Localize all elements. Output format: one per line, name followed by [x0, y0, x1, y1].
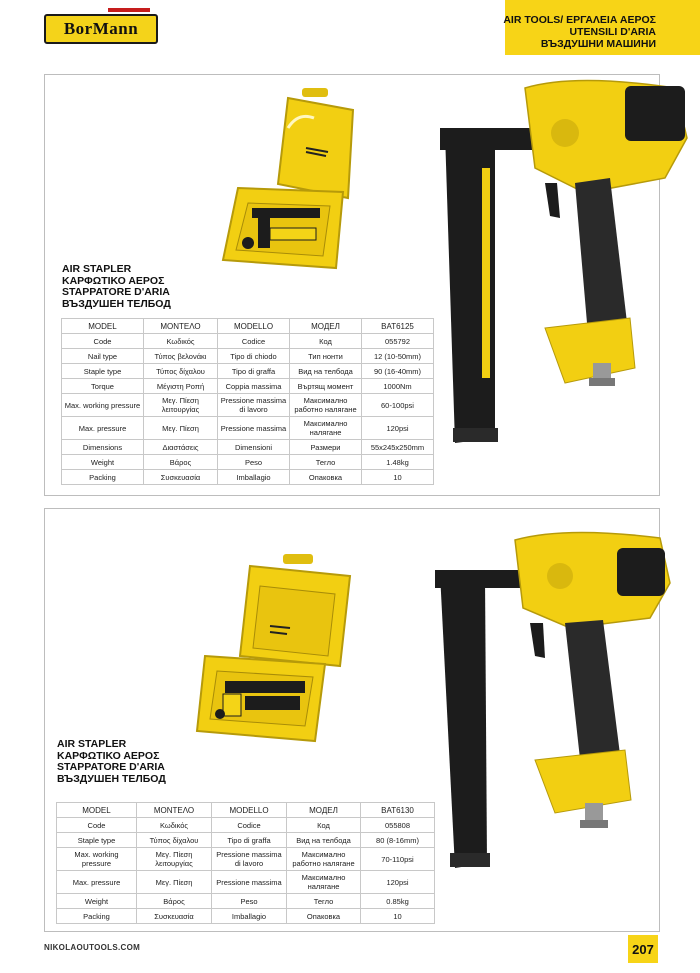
table-cell: Размери — [290, 440, 362, 455]
table-row — [62, 349, 434, 364]
table-cell: 80 (8-16mm) — [361, 833, 435, 848]
table-cell: Tipo di chiodo — [218, 349, 290, 364]
table-cell: Imballagio — [212, 909, 287, 924]
table-cell: Imballagio — [218, 470, 290, 485]
table-cell: Max. working pressure — [57, 848, 137, 871]
carry-case-image — [218, 88, 368, 276]
table-row — [62, 379, 434, 394]
header-cell: BAT6125 — [362, 319, 434, 334]
table-cell: Tipo di graffa — [212, 833, 287, 848]
table-cell: Код — [290, 334, 362, 349]
table-cell: Codice — [212, 818, 287, 833]
table-cell: Μεγ. Πίεση λειτουργίας — [144, 394, 218, 417]
spec-table-bat6130 — [56, 802, 435, 924]
table-row — [62, 334, 434, 349]
table-row — [62, 417, 434, 440]
table-cell: 10 — [362, 470, 434, 485]
bormann-logo — [44, 14, 158, 44]
page-number-text: 207 — [632, 941, 654, 957]
title-en: AIR STAPLER — [57, 738, 127, 750]
category-line-3: ВЪЗДУШНИ МАШИНИ — [540, 38, 656, 50]
title-en: AIR STAPLER — [62, 263, 132, 275]
table-cell: Max. working pressure — [62, 394, 144, 417]
table-cell: Τύπος δίχαλου — [144, 364, 218, 379]
table-cell: Тип нонти — [290, 349, 362, 364]
product-title-1 — [62, 264, 171, 310]
page-number — [628, 935, 658, 963]
table-cell: Code — [62, 334, 144, 349]
table-cell: Διαστάσεις — [144, 440, 218, 455]
table-cell: 055808 — [361, 818, 435, 833]
table-cell: 90 (16-40mm) — [362, 364, 434, 379]
table-cell: Dimensioni — [218, 440, 290, 455]
header-cell: ΜΟΝΤΕΛΟ — [144, 319, 218, 334]
table-cell: Βάρος — [137, 894, 212, 909]
table-cell: 0.85kg — [361, 894, 435, 909]
title-bg: ВЪЗДУШЕН ТЕЛБОД — [57, 772, 166, 785]
table-cell: 10 — [361, 909, 435, 924]
table-cell: Μεγ. Πίεση — [137, 871, 212, 894]
table-cell: Код — [287, 818, 361, 833]
spec-table-bat6125 — [61, 318, 434, 485]
table-cell: 120psi — [362, 417, 434, 440]
table-cell: Тегло — [287, 894, 361, 909]
footer-url: NIKOLAOUTOOLS.COM — [44, 943, 141, 952]
table-cell: Вид на телбода — [287, 833, 361, 848]
table-cell: 55x245x250mm — [362, 440, 434, 455]
table-cell: Max. pressure — [62, 417, 144, 440]
table-cell: Peso — [212, 894, 287, 909]
table-cell: Pressione massima di lavoro — [218, 394, 290, 417]
table-row — [57, 894, 435, 909]
header-cell: MODELLO — [218, 319, 290, 334]
table-cell: Coppia massima — [218, 379, 290, 394]
table-cell: 60-100psi — [362, 394, 434, 417]
table-cell: Nail type — [62, 349, 144, 364]
table-cell: Packing — [57, 909, 137, 924]
table-cell: Tipo di graffa — [218, 364, 290, 379]
header-cell: MODEL — [62, 319, 144, 334]
table-cell: Pressione massima di lavoro — [212, 848, 287, 871]
title-gr: ΚΑΡΦΩΤΙΚΟ ΑΕΡΟΣ — [62, 274, 165, 287]
air-stapler-bat6130-image — [425, 528, 685, 878]
table-row — [62, 364, 434, 379]
table-cell: Максимално работно налягане — [290, 394, 362, 417]
table-cell: Опаковка — [287, 909, 361, 924]
header-cell: MODELLO — [212, 803, 287, 818]
title-it: STAPPATORE D'ARIA — [62, 286, 170, 298]
table-cell: Pressione massima — [212, 871, 287, 894]
title-it: STAPPATORE D'ARIA — [57, 761, 165, 773]
table-cell: Torque — [62, 379, 144, 394]
table-cell: Συσκευασία — [144, 470, 218, 485]
table-cell: Максимално работно налягане — [287, 848, 361, 871]
table-cell: Staple type — [62, 364, 144, 379]
table-cell: Μεγ. Πίεση λειτουργίας — [137, 848, 212, 871]
category-line-2: UTENSILI D'ARIA — [569, 26, 656, 38]
table-cell: Συσκευασία — [137, 909, 212, 924]
table-cell: 055792 — [362, 334, 434, 349]
header-cell: МОДЕЛ — [287, 803, 361, 818]
table-cell: Weight — [57, 894, 137, 909]
table-cell: Τύπος δίχαλου — [137, 833, 212, 848]
table-cell: Κωδικός — [137, 818, 212, 833]
table-cell: 120psi — [361, 871, 435, 894]
table-row — [57, 833, 435, 848]
table-row — [62, 440, 434, 455]
table-cell: 1000Nm — [362, 379, 434, 394]
table-cell: Max. pressure — [57, 871, 137, 894]
table-cell: Staple type — [57, 833, 137, 848]
air-stapler-bat6125-image — [425, 78, 695, 450]
title-bg: ВЪЗДУШЕН ТЕЛБОД — [62, 297, 171, 310]
table-row — [57, 909, 435, 924]
table-cell: Βάρος — [144, 455, 218, 470]
logo-red-stripe — [108, 8, 150, 12]
table-cell: Тегло — [290, 455, 362, 470]
table-cell: 70-110psi — [361, 848, 435, 871]
table-cell: Packing — [62, 470, 144, 485]
table-header-row — [62, 319, 434, 334]
carry-case-image — [195, 546, 365, 746]
logo-text: BorMann — [63, 19, 139, 38]
table-cell: Въртящ момент — [290, 379, 362, 394]
table-cell: Κωδικός — [144, 334, 218, 349]
table-row — [57, 848, 435, 871]
table-row — [57, 871, 435, 894]
product-title-2 — [57, 739, 166, 785]
table-cell: 1.48kg — [362, 455, 434, 470]
header-cell: МОДЕЛ — [290, 319, 362, 334]
table-cell: Опаковка — [290, 470, 362, 485]
table-row — [62, 455, 434, 470]
header-cell: MODEL — [57, 803, 137, 818]
table-cell: Μεγ. Πίεση — [144, 417, 218, 440]
table-cell: Τύπος βελονάκι — [144, 349, 218, 364]
table-cell: Вид на телбода — [290, 364, 362, 379]
table-row — [62, 394, 434, 417]
category-heading — [503, 14, 656, 50]
table-cell: Code — [57, 818, 137, 833]
table-cell: Codice — [218, 334, 290, 349]
table-header-row — [57, 803, 435, 818]
category-line-1: AIR TOOLS/ ΕΡΓΑΛΕΙΑ ΑΕΡΟΣ — [503, 14, 656, 26]
table-cell: Pressione massima — [218, 417, 290, 440]
table-row — [62, 470, 434, 485]
header-cell: ΜΟΝΤΕΛΟ — [137, 803, 212, 818]
table-cell: Dimensions — [62, 440, 144, 455]
table-cell: Peso — [218, 455, 290, 470]
table-cell: 12 (10-50mm) — [362, 349, 434, 364]
header-cell: BAT6130 — [361, 803, 435, 818]
table-cell: Максимално налягане — [290, 417, 362, 440]
table-cell: Weight — [62, 455, 144, 470]
table-row — [57, 818, 435, 833]
title-gr: ΚΑΡΦΩΤΙΚΟ ΑΕΡΟΣ — [57, 749, 160, 762]
table-cell: Μέγιστη Ροπή — [144, 379, 218, 394]
table-cell: Максимално налягане — [287, 871, 361, 894]
